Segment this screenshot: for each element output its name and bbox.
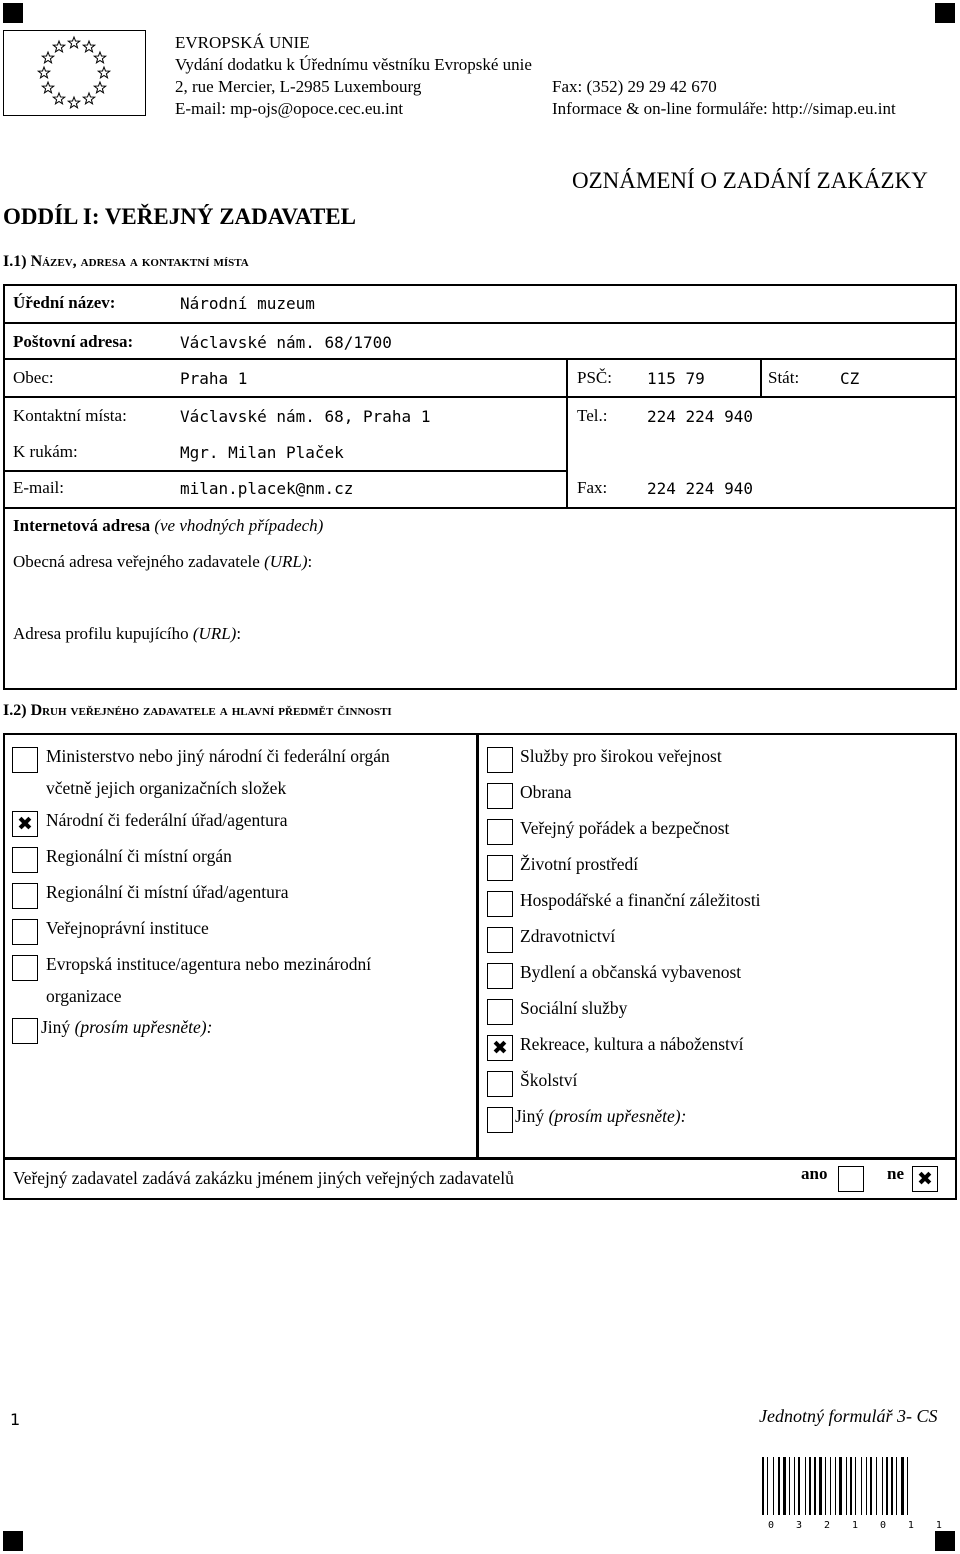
main-activity-option-text: Životní prostředí — [520, 854, 639, 874]
main-activity-option-checkbox[interactable] — [487, 963, 513, 989]
corner-mark-bottom-right — [935, 1531, 955, 1551]
authority-type-option-label — [46, 918, 209, 939]
authority-type-option-checkbox[interactable] — [12, 811, 38, 837]
barcode-bar — [825, 1457, 826, 1515]
star-icon — [83, 41, 94, 52]
header-org: EVROPSKÁ UNIE — [175, 33, 310, 52]
main-activity-option-text: Školství — [520, 1070, 578, 1090]
divider-vertical — [566, 358, 568, 507]
phone-value: 224 224 940 — [647, 407, 753, 426]
town-value: Praha 1 — [180, 369, 248, 388]
divider — [3, 322, 957, 324]
main-activity-option-checkbox[interactable] — [487, 747, 513, 773]
check-mark-icon: ✖ — [17, 813, 33, 835]
postal-address-value: Václavské nám. 68/1700 — [180, 333, 392, 352]
star-icon — [42, 82, 53, 93]
main-activity-option-label — [520, 746, 722, 767]
internet-address-note: (ve vhodných případech) — [154, 516, 324, 535]
authority-type-option-text: Regionální či místní úřad/agentura — [46, 882, 289, 902]
main-activity-option-text: Rekreace, kultura a náboženství — [520, 1034, 744, 1054]
barcode — [760, 1457, 950, 1531]
header-info: Informace & on-line formuláře: http://simap.eu.int — [552, 99, 896, 118]
subsection-2-title — [3, 702, 392, 720]
barcode-digit: 1 — [935, 1520, 942, 1531]
authority-type-option-label — [46, 810, 287, 831]
check-mark-icon — [488, 856, 512, 880]
barcode-digits — [760, 1520, 950, 1531]
header-publication: Vydání dodatku k Úřednímu věstníku Evropské unie — [175, 55, 532, 74]
section-title: ODDÍL I: VEŘEJNÝ ZADAVATEL — [3, 204, 356, 229]
check-mark-icon: ✖ — [917, 1168, 933, 1190]
main-activity-option-label — [520, 854, 638, 875]
main-activity-option-label — [520, 962, 741, 983]
buyer-profile-note: (URL) — [192, 624, 237, 643]
behalf-no-label: ne — [887, 1164, 904, 1183]
behalf-question: Veřejný zadavatel zadává zakázku jménem jiných veřejných zadavatelů — [13, 1168, 514, 1188]
behalf-yes-label: ano — [801, 1164, 828, 1183]
authority-type-option-label-continued: organizace — [46, 986, 122, 1006]
official-name-value: Národní muzeum — [180, 294, 315, 313]
authority-type-option-text: Veřejnoprávní instituce — [46, 918, 209, 938]
form-name: Jednotný formulář 3- CS — [759, 1406, 938, 1426]
postal-address-label: Poštovní adresa: — [13, 332, 134, 351]
divider — [3, 358, 957, 360]
barcode-digit: 1 — [851, 1520, 858, 1531]
corner-mark-top-right — [935, 3, 955, 23]
main-activity-option-text: Sociální služby — [520, 998, 628, 1018]
main-activity-option-label — [520, 890, 761, 911]
barcode-bar — [866, 1457, 867, 1515]
authority-type-option-checkbox[interactable] — [12, 919, 38, 945]
check-mark-icon — [13, 884, 37, 908]
authority-type-option-checkbox[interactable] — [12, 847, 38, 873]
barcode-bar — [819, 1457, 822, 1515]
main-activity-option-text: Jiný — [515, 1106, 545, 1126]
fax-value: 224 224 940 — [647, 479, 753, 498]
contact-points-label: Kontaktní místa: — [13, 406, 127, 425]
main-activity-option-text: Služby pro širokou veřejnost — [520, 746, 722, 766]
postcode-label: PSČ: — [577, 368, 612, 387]
barcode-bar — [798, 1457, 800, 1515]
authority-type-option-text: Regionální či místní orgán — [46, 846, 232, 866]
town-label: Obec: — [13, 368, 54, 387]
main-activity-option-checkbox[interactable] — [487, 783, 513, 809]
main-activity-option-text: Obrana — [520, 782, 572, 802]
main-activity-option-checkbox[interactable] — [487, 1107, 513, 1133]
main-activity-option-checkbox[interactable] — [487, 891, 513, 917]
check-mark-icon — [13, 1019, 37, 1043]
authority-type-option-text: Ministerstvo nebo jiný národní či federální orgán — [46, 746, 390, 766]
star-icon — [38, 67, 49, 78]
star-icon — [98, 67, 109, 78]
barcode-bar — [896, 1457, 897, 1515]
star-icon — [53, 93, 64, 104]
main-activity-option-text: Bydlení a občanská vybavenost — [520, 962, 742, 982]
check-mark-icon — [13, 956, 37, 980]
main-activity-option-label — [520, 998, 627, 1019]
main-activity-option-label — [515, 1106, 686, 1127]
email-label: E-mail: — [13, 478, 64, 497]
barcode-bar — [846, 1457, 847, 1515]
authority-type-option-label — [46, 846, 232, 867]
authority-type-option-note: (prosím upřesněte): — [70, 1017, 213, 1037]
internet-address-label: Internetová adresa — [13, 516, 151, 535]
check-mark-icon — [488, 820, 512, 844]
barcode-digit: 0 — [879, 1520, 886, 1531]
check-mark-icon — [488, 1072, 512, 1096]
barcode-bar — [886, 1457, 888, 1515]
main-activity-option-text: Zdravotnictví — [520, 926, 616, 946]
barcode-bar — [861, 1457, 862, 1515]
eu-flag-logo — [3, 30, 146, 116]
check-mark-icon — [488, 928, 512, 952]
star-icon — [68, 37, 79, 48]
fax-label: Fax: — [577, 478, 608, 497]
authority-type-option-label — [46, 882, 289, 903]
barcode-digit: 1 — [907, 1520, 914, 1531]
star-icon — [83, 93, 94, 104]
barcode-bar — [767, 1457, 768, 1515]
check-mark-icon — [13, 920, 37, 944]
barcode-bar — [809, 1457, 811, 1515]
main-activity-option-label — [520, 818, 729, 839]
behalf-no-checkbox[interactable] — [912, 1166, 938, 1192]
contact-points-value: Václavské nám. 68, Praha 1 — [180, 407, 431, 426]
authority-type-option-label-continued: včetně jejich organizačních složek — [46, 778, 287, 798]
divider-vertical — [760, 358, 762, 396]
main-activity-option-text: Hospodářské a finanční záležitosti — [520, 890, 761, 910]
barcode-bar — [891, 1457, 893, 1515]
authority-type-option-label — [41, 1017, 212, 1038]
barcode-bar — [773, 1457, 774, 1515]
barcode-bar — [839, 1457, 842, 1515]
authority-type-option-label — [46, 954, 371, 975]
barcode-bar — [855, 1457, 856, 1515]
barcode-digit: 2 — [823, 1520, 830, 1531]
corner-mark-bottom-left — [3, 1531, 23, 1551]
subsection-2-text: Druh veřejného zadavatele a hlavní předmět činnosti — [30, 702, 392, 719]
main-activity-option-label — [520, 926, 615, 947]
general-url-row: Obecná adresa veřejného zadavatele (URL): — [13, 552, 313, 571]
subsection-1-number: I.1) — [3, 253, 31, 270]
barcode-bar — [907, 1457, 908, 1515]
attention-value: Mgr. Milan Plaček — [180, 443, 344, 462]
check-mark-icon — [488, 1000, 512, 1024]
barcode-bar — [789, 1457, 790, 1515]
star-icon — [94, 52, 105, 63]
main-activity-option-checkbox[interactable] — [487, 1035, 513, 1061]
check-mark-icon — [488, 964, 512, 988]
subsection-2-number: I.2) — [3, 702, 31, 719]
barcode-bar — [835, 1457, 836, 1515]
authority-type-option-text: Jiný — [41, 1017, 71, 1037]
page-number: 1 — [10, 1410, 21, 1429]
barcode-bar — [762, 1457, 764, 1515]
column-divider — [476, 733, 479, 1159]
main-activity-option-note: (prosím upřesněte): — [544, 1106, 687, 1126]
check-mark-icon — [839, 1167, 863, 1191]
barcode-bar — [778, 1457, 780, 1515]
document-title: OZNÁMENÍ O ZADÁNÍ ZAKÁZKY — [572, 168, 928, 193]
divider — [3, 396, 957, 398]
authority-type-option-text: Evropská instituce/agentura nebo mezinárodní — [46, 954, 372, 974]
check-mark-icon — [488, 748, 512, 772]
barcode-bar — [814, 1457, 816, 1515]
buyer-profile-row: Adresa profilu kupujícího (URL): — [13, 624, 242, 643]
barcode-digit: 0 — [768, 1520, 775, 1531]
general-url-note: (URL) — [264, 552, 308, 571]
authority-type-option-checkbox[interactable] — [12, 883, 38, 909]
check-mark-icon: ✖ — [492, 1037, 508, 1059]
header-fax: Fax: (352) 29 29 42 670 — [552, 77, 717, 96]
star-icon — [53, 41, 64, 52]
divider — [3, 470, 568, 472]
main-activity-option-checkbox[interactable] — [487, 999, 513, 1025]
main-activity-option-text: Veřejný pořádek a bezpečnost — [520, 818, 730, 838]
divider — [3, 507, 957, 509]
main-activity-option-checkbox[interactable] — [487, 855, 513, 881]
header-email: E-mail: mp-ojs@opoce.cec.eu.int — [175, 99, 404, 118]
star-icon — [68, 97, 79, 108]
check-mark-icon — [13, 748, 37, 772]
authority-type-option-checkbox[interactable] — [12, 1018, 38, 1044]
corner-mark-top-left — [3, 3, 23, 23]
email-value: milan.placek@nm.cz — [180, 479, 354, 498]
barcode-bar — [794, 1457, 795, 1515]
country-label: Stát: — [768, 368, 800, 387]
main-activity-option-label — [520, 1034, 744, 1055]
main-activity-option-label — [520, 1070, 577, 1091]
barcode-bar — [805, 1457, 806, 1515]
barcode-bar — [850, 1457, 852, 1515]
check-mark-icon — [488, 1108, 512, 1132]
subsection-1-text: Název, adresa a kontaktní místa — [30, 253, 249, 270]
check-mark-icon — [488, 784, 512, 808]
country-value: CZ — [840, 369, 860, 388]
main-activity-option-checkbox[interactable] — [487, 927, 513, 953]
main-activity-option-checkbox[interactable] — [487, 819, 513, 845]
star-icon — [42, 52, 53, 63]
subsection-1-title — [3, 253, 249, 271]
barcode-bar — [882, 1457, 883, 1515]
barcode-bar — [901, 1457, 904, 1515]
barcode-digit: 3 — [795, 1520, 803, 1531]
barcode-bar — [876, 1457, 877, 1515]
behalf-yes-checkbox[interactable] — [838, 1166, 864, 1192]
main-activity-option-checkbox[interactable] — [487, 1071, 513, 1097]
official-name-label: Úřední název: — [13, 293, 116, 312]
barcode-bar — [870, 1457, 872, 1515]
authority-type-option-text: Národní či federální úřad/agentura — [46, 810, 288, 830]
authority-type-option-checkbox[interactable] — [12, 747, 38, 773]
postcode-value: 115 79 — [647, 369, 705, 388]
check-mark-icon — [13, 848, 37, 872]
barcode-bar — [830, 1457, 831, 1515]
check-mark-icon — [488, 892, 512, 916]
main-activity-option-label — [520, 782, 572, 803]
buyer-profile-label: Adresa profilu kupujícího — [13, 624, 189, 643]
internet-address-heading — [13, 516, 323, 536]
barcode-bar — [783, 1457, 786, 1515]
star-icon — [94, 82, 105, 93]
header-address: 2, rue Mercier, L-2985 Luxembourg — [175, 77, 422, 96]
authority-type-option-label — [46, 746, 390, 767]
phone-label: Tel.: — [577, 406, 608, 425]
authority-type-option-checkbox[interactable] — [12, 955, 38, 981]
general-url-label: Obecná adresa veřejného zadavatele — [13, 552, 260, 571]
attention-label: K rukám: — [13, 442, 78, 461]
